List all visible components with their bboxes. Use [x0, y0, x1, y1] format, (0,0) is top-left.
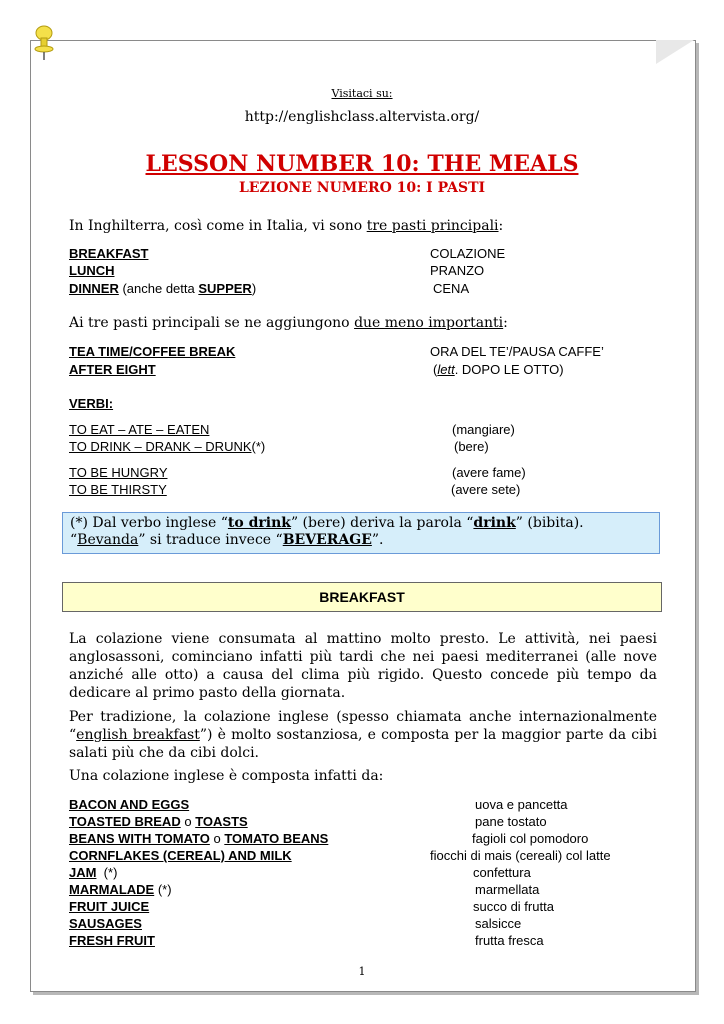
visit-label: Visitaci su:: [331, 87, 393, 100]
page-fold: [656, 40, 694, 64]
food-item-it: frutta fresca: [475, 933, 544, 948]
verbs-heading: VERBI:: [69, 396, 114, 411]
food-item-en: BACON AND EGGS: [69, 797, 190, 812]
food-item-it: uova e pancetta: [475, 797, 568, 812]
food-item-it: fiocchi di mais (cereali) col latte: [430, 848, 611, 863]
food-item-en: SAUSAGES: [69, 916, 142, 931]
paragraph-2: Per tradizione, la colazione inglese (spesso chiamata anche internazionalmente “english breakfast”) è molto sostanziosa, e composta per la maggior parte da cibi salati più che da cibi dolci.: [69, 709, 657, 761]
meal-breakfast-it: COLAZIONE: [430, 246, 506, 261]
food-item-en: BEANS WITH TOMATO o TOMATO BEANS: [69, 831, 329, 846]
page-number: 1: [358, 965, 366, 978]
minor-aftereight-it: (lett. DOPO LE OTTO): [433, 362, 564, 377]
paragraph-1: La colazione viene consumata al mattino molto presto. Le attività, nei paesi anglosassoni, cominciano infatti più tardi che nei paesi mediterranei (alle nove anziché alle otto) a causa del clima più rigido. Questo concede più tempo da dedicare al primo pasto della giornata.: [69, 631, 657, 701]
minor-tea-en: TEA TIME/COFFEE BREAK: [69, 344, 236, 359]
page-title: LESSON NUMBER 10: THE MEALS: [145, 151, 579, 177]
meal-dinner-en: DINNER (anche detta SUPPER): [69, 281, 257, 296]
food-item-en: FRUIT JUICE: [69, 899, 150, 914]
site-url[interactable]: http://englishclass.altervista.org/: [244, 109, 480, 125]
verb-drink-it: (bere): [454, 439, 489, 454]
food-item-en: MARMALADE (*): [69, 882, 172, 897]
food-item-it: confettura: [473, 865, 531, 880]
verb-thirsty-it: (avere sete): [451, 482, 521, 497]
verb-eat: TO EAT – ATE – EATEN: [69, 422, 210, 437]
pushpin-icon: [32, 24, 56, 64]
list-intro: Una colazione inglese è composta infatti da:: [69, 768, 384, 784]
food-item-it: pane tostato: [475, 814, 547, 829]
food-item-en: JAM (*): [69, 865, 118, 880]
food-item-it: salsicce: [475, 916, 522, 931]
section-title-breakfast: BREAKFAST: [62, 582, 662, 612]
verb-hungry-it: (avere fame): [452, 465, 526, 480]
verb-thirsty: TO BE THIRSTY: [69, 482, 167, 497]
food-item-it: marmellata: [475, 882, 540, 897]
food-item-it: succo di frutta: [473, 899, 554, 914]
verb-eat-it: (mangiare): [452, 422, 515, 437]
verb-hungry: TO BE HUNGRY: [69, 465, 168, 480]
minor-aftereight-en: AFTER EIGHT: [69, 362, 156, 377]
meal-lunch-en: LUNCH: [69, 263, 115, 278]
page-subtitle: LEZIONE NUMERO 10: I PASTI: [238, 180, 486, 196]
meal-dinner-it: CENA: [433, 281, 470, 296]
meal-breakfast-en: BREAKFAST: [69, 246, 149, 261]
verb-drink: TO DRINK – DRANK – DRUNK(*): [69, 439, 266, 454]
food-item-en: FRESH FRUIT: [69, 933, 155, 948]
meal-lunch-it: PRANZO: [430, 263, 485, 278]
minor-intro-text: Ai tre pasti principali se ne aggiungono due meno importanti:: [69, 315, 508, 331]
intro-text: In Inghilterra, così come in Italia, vi sono tre pasti principali:: [69, 218, 504, 234]
food-item-it: fagioli col pomodoro: [472, 831, 589, 846]
food-item-en: TOASTED BREAD o TOASTS: [69, 814, 248, 829]
minor-tea-it: ORA DEL TE’/PAUSA CAFFE’: [430, 344, 604, 359]
note-box: (*) Dal verbo inglese “to drink” (bere) deriva la parola “drink” (bibita). “Bevanda” si traduce invece “BEVERAGE”.: [62, 512, 660, 554]
food-item-en: CORNFLAKES (CEREAL) AND MILK: [69, 848, 292, 863]
